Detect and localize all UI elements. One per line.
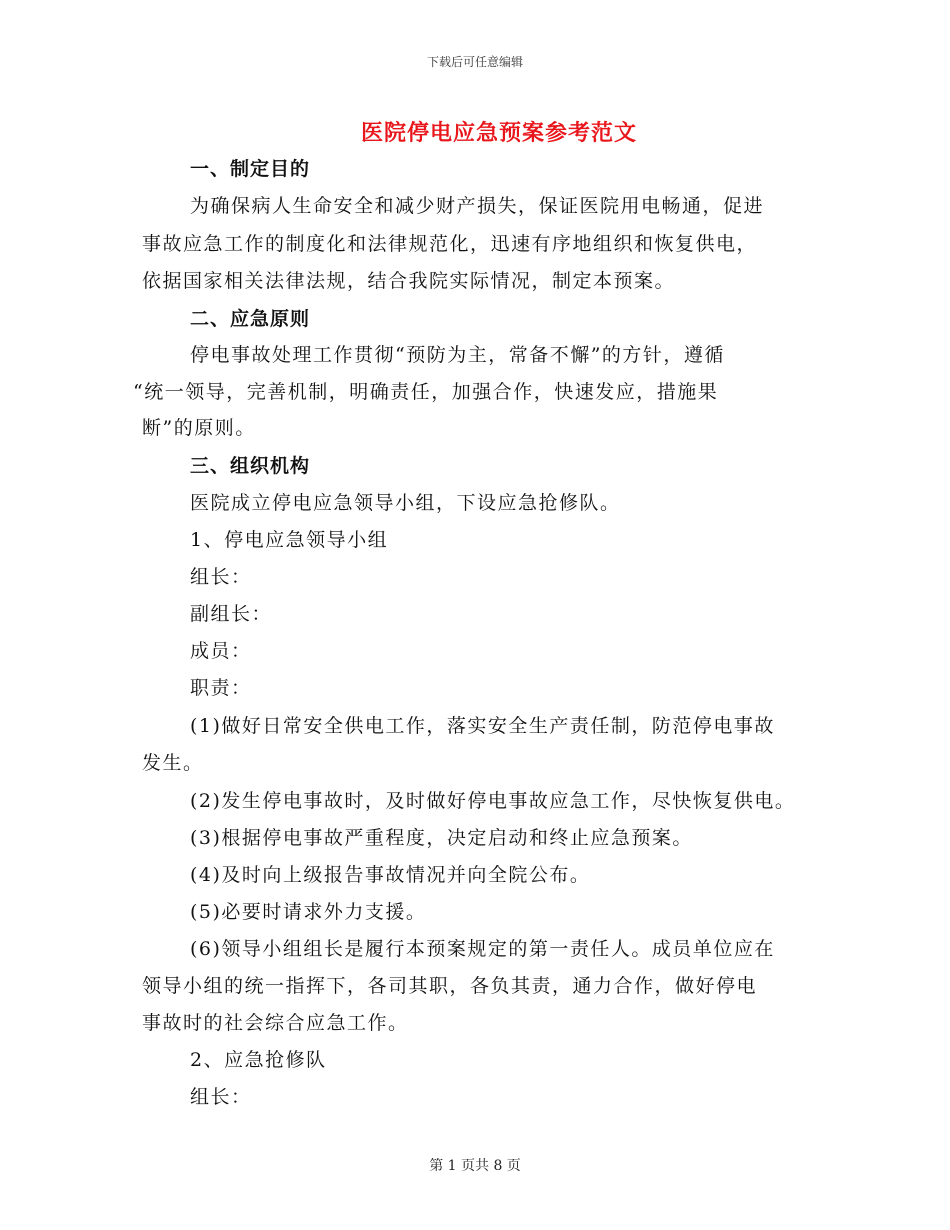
section-heading-organization: 三、组织机构 xyxy=(190,455,311,477)
paragraph-line: “统一领导，完善机制，明确责任，加强合作，快速发应，措施果 xyxy=(133,381,719,403)
section-heading-purpose: 一、制定目的 xyxy=(190,158,311,180)
paragraph-line: 为确保病人生命安全和减少财产损失，保证医院用电畅通，促进 xyxy=(190,195,765,217)
header-note: 下载后可任意编辑 xyxy=(426,55,523,69)
paragraph-line: 停电事故处理工作贯彻“预防为主，常备不懈”的方针，遵循 xyxy=(190,344,725,366)
document-title: 医院停电应急预案参考范文 xyxy=(360,120,637,146)
field-label: 副组长： xyxy=(190,603,273,625)
paragraph-line: 断”的原则。 xyxy=(142,417,256,439)
list-item-continuation: 发生。 xyxy=(142,752,204,774)
paragraph-line: 事故应急工作的制度化和法律规范化，迅速有序地组织和恢复供电， xyxy=(142,233,758,255)
section-heading-principles: 二、应急原则 xyxy=(190,308,311,330)
field-label: 组长： xyxy=(190,1086,252,1108)
list-item-continuation: 领导小组的统一指挥下，各司其职，各负其责，通力合作，做好停电 xyxy=(142,975,758,997)
subsection-heading: 1、停电应急领导小组 xyxy=(190,529,389,551)
list-item: (6)领导小组组长是履行本预案规定的第一责任人。成员单位应在 xyxy=(190,938,775,960)
field-label: 职责： xyxy=(190,677,252,699)
list-item: (5)必要时请求外力支援。 xyxy=(190,901,427,923)
field-label: 成员： xyxy=(190,640,252,662)
list-item: (1)做好日常安全供电工作，落实安全生产责任制，防范停电事故 xyxy=(190,715,775,737)
list-item: (3)根据停电事故严重程度，决定启动和终止应急预案。 xyxy=(190,827,693,849)
subsection-heading: 2、应急抢修队 xyxy=(190,1049,327,1071)
list-item-continuation: 事故时的社会综合应急工作。 xyxy=(142,1012,409,1034)
field-label: 组长： xyxy=(190,566,252,588)
page-footer: 第 1 页共 8 页 xyxy=(429,1158,521,1174)
list-item: (4)及时向上级报告事故情况并向全院公布。 xyxy=(190,864,591,886)
paragraph-line: 医院成立停电应急领导小组，下设应急抢修队。 xyxy=(190,492,621,514)
list-item: (2)发生停电事故时，及时做好停电事故应急工作，尽快恢复供电。 xyxy=(190,790,796,812)
paragraph-line: 依据国家相关法律法规，结合我院实际情况，制定本预案。 xyxy=(142,270,676,292)
